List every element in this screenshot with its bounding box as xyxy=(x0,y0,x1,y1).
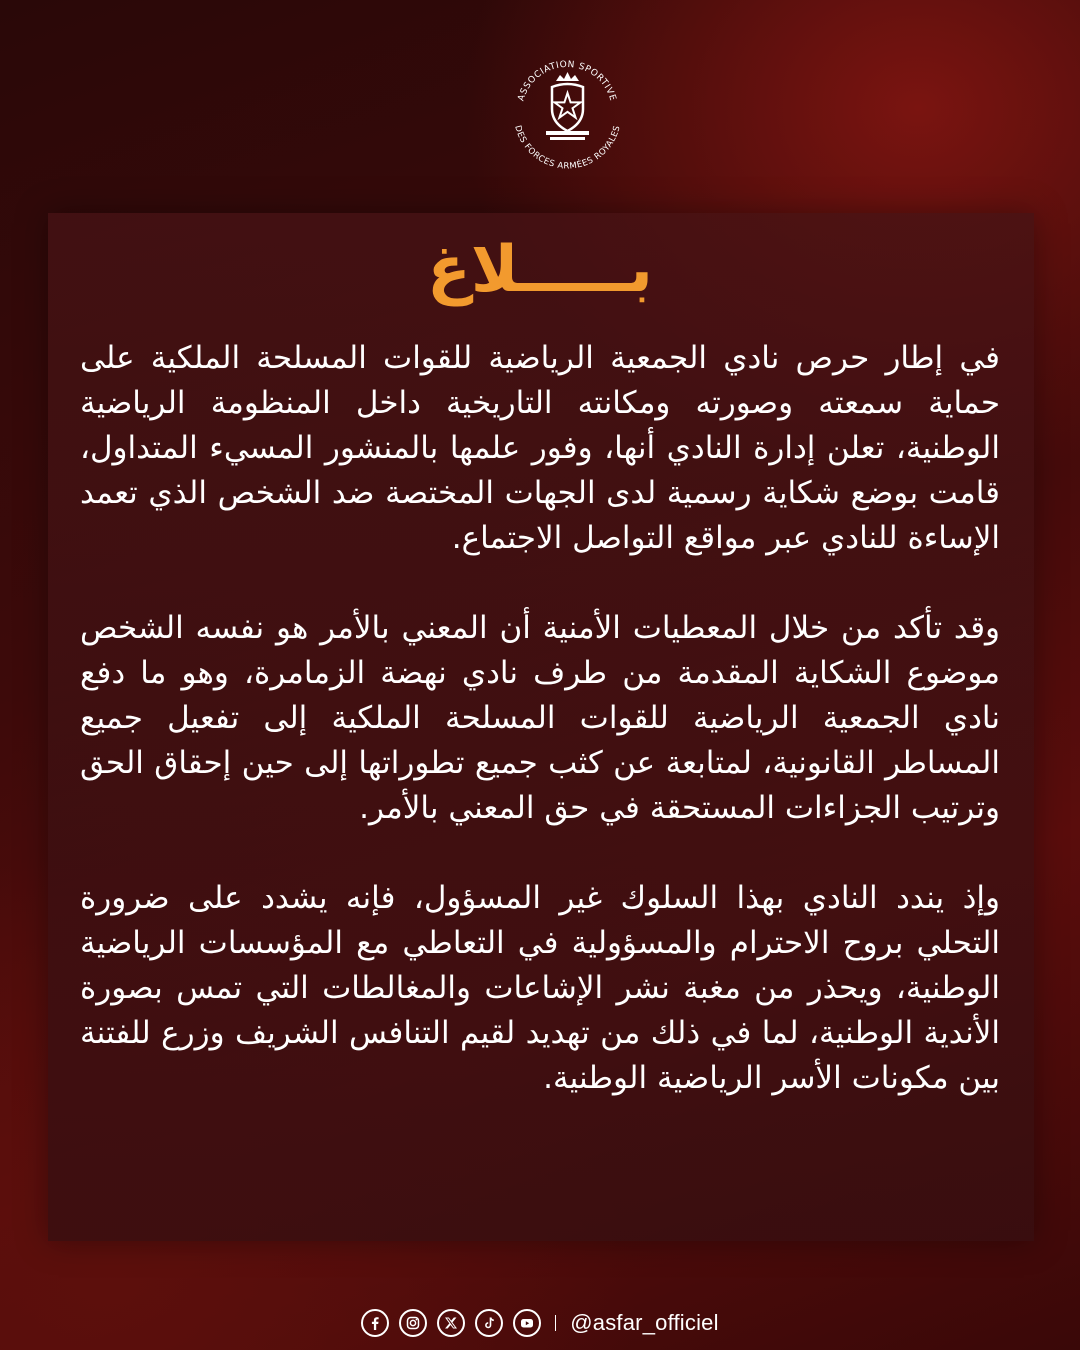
announcement-body xyxy=(80,336,1000,1101)
social-handle[interactable]: @asfar_officiel xyxy=(570,1310,719,1335)
paragraph-1: في إطار حرص نادي الجمعية الرياضية للقوات المسلحة الملكية على حماية سمعته وصورته ومكانته التاريخية داخل المنظومة الرياضية الوطنية، تعلن إدارة النادي أنها، وفور علمها بالمنشور المسيء المتداول، قامت بوضع شكاية رسمية لدى الجهات المختصة ضد الشخص الذي تعمد الإساءة للنادي عبر مواقع التواصل الاجتماع. xyxy=(80,340,1000,556)
paragraph-2: وقد تأكد من خلال المعطيات الأمنية أن المعني بالأمر هو نفسه الشخص موضوع الشكاية المقدمة من طرف نادي نهضة الزمامرة، وهو ما دفع نادي الجمعية الرياضية للقوات المسلحة الملكية إلى تفعيل جميع المساطر القانونية، لمتابعة عن كثب جميع تطوراتها إلى حين إحقاق الحق وترتيب الجزاءات المستحقة في حق المعني بالأمر. xyxy=(80,610,1000,826)
social-footer xyxy=(0,1306,1080,1340)
announcement-title: بـــــلاغ xyxy=(427,233,653,307)
x-icon[interactable] xyxy=(437,1309,465,1337)
tiktok-icon[interactable] xyxy=(475,1309,503,1337)
paragraph-3: وإذ يندد النادي بهذا السلوك غير المسؤول، فإنه يشدد على ضرورة التحلي بروح الاحترام والمسؤولية في التعاطي مع المؤسسات الرياضية الوطنية، ويحذر من مغبة نشر الإشاعات والمغالطات التي تمس بصورة الأندية الوطنية، لما في ذلك من تهديد لقيم التنافس الشريف وزرع للفتنة بين مكونات الأسر الرياضية الوطنية. xyxy=(80,880,1000,1096)
facebook-icon[interactable] xyxy=(361,1309,389,1337)
svg-text:ASSOCIATION SPORTIVE: ASSOCIATION SPORTIVE xyxy=(516,59,618,103)
footer-divider xyxy=(555,1315,556,1331)
svg-text:DES FORCES ARMÉES ROYALES: DES FORCES ARMÉES ROYALES xyxy=(512,124,623,172)
club-logo xyxy=(500,45,635,180)
instagram-icon[interactable] xyxy=(399,1309,427,1337)
youtube-icon[interactable] xyxy=(513,1309,541,1337)
